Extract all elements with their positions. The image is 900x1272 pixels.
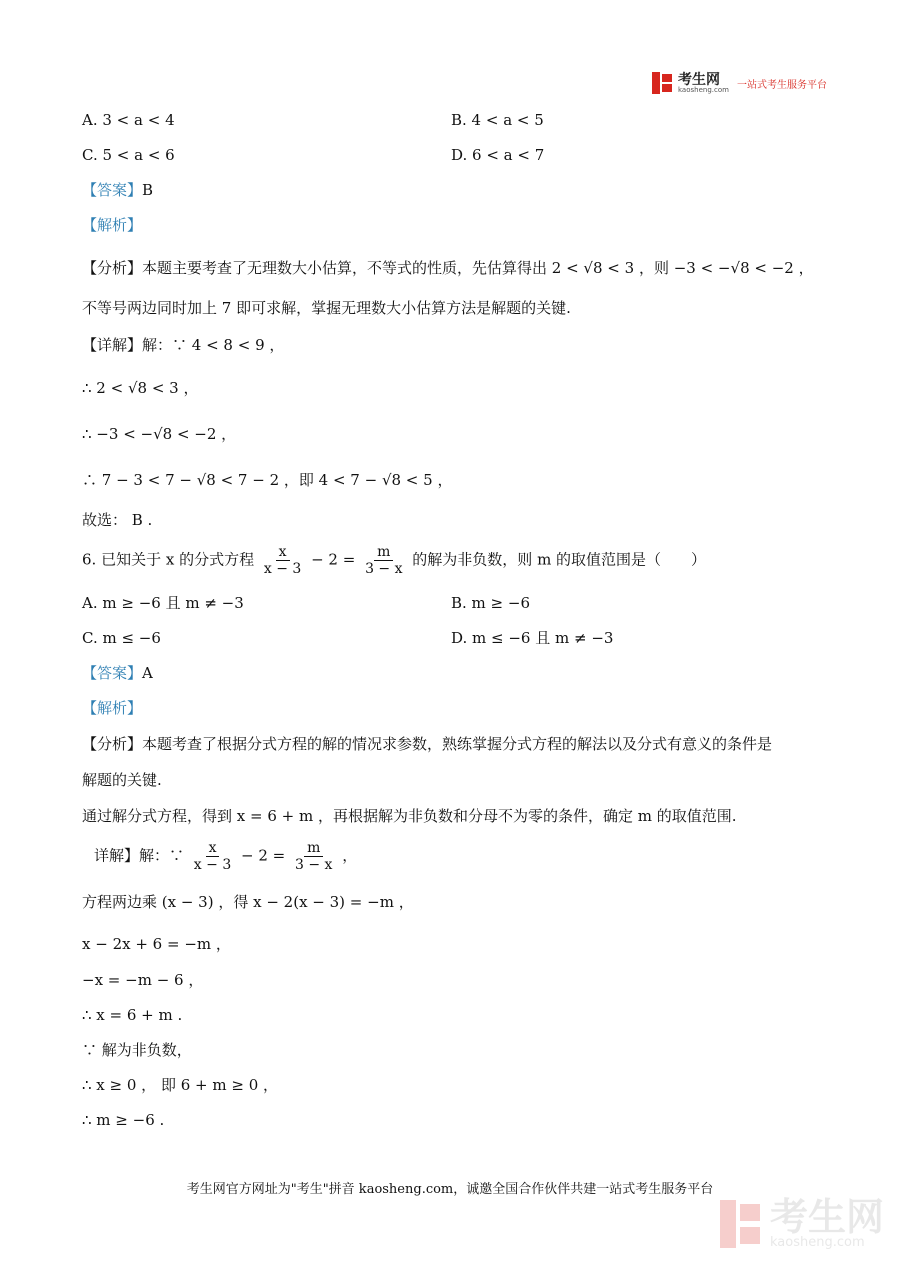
kaosheng-logo-icon <box>652 72 672 94</box>
q6-answer-line <box>82 663 153 683</box>
q5-option-b: B. 4 < a < 5 <box>451 111 544 129</box>
q5-fenxi-text-2: 不等号两边同时加上 7 即可求解，掌握无理数大小估算方法是解题的关键. <box>82 299 571 317</box>
q6-step-3: −x = −m − 6 ， <box>82 971 204 989</box>
watermark <box>720 1195 885 1250</box>
q5-answer-tag: 【答案】 <box>82 181 143 199</box>
q5-analysis-tag: 【解析】 <box>82 216 143 234</box>
kaosheng-watermark-icon <box>720 1200 760 1248</box>
q6-fenxi-tag: 【分析】 <box>82 735 143 753</box>
q5-option-c: C. 5 < a < 6 <box>82 146 175 164</box>
q6-detail-prefix: 详解】解：∵ <box>94 846 185 865</box>
q6-fraction-1 <box>261 544 304 577</box>
logo-name: 考生网 <box>678 71 720 88</box>
q6-option-a: A. m ≥ −6 且 m ≠ −3 <box>82 594 244 612</box>
q6-stem <box>82 544 706 577</box>
q5-step-3: ∴ 7 − 3 < 7 − √8 < 7 − 2 ，即 4 < 7 − √8 < 5 ， <box>82 471 453 489</box>
page-footer: 考生网官方网址为"考生"拼音 kaosheng.com，诚邀全国合作伙伴共建一站式考生服务平台 <box>186 1182 714 1197</box>
watermark-domain: kaosheng.com <box>770 1235 865 1250</box>
q6-detail-suffix: ， <box>342 846 358 865</box>
q5-fenxi-line-1 <box>82 258 814 278</box>
q6-frac2-numerator: m <box>374 544 393 561</box>
q6-detail-frac1-numerator: x <box>206 840 220 857</box>
q6-detail-frac2-numerator: m <box>304 840 323 857</box>
q5-step-2: ∴ −3 < −√8 < −2 ， <box>82 425 237 443</box>
q6-answer-tag: 【答案】 <box>82 664 143 682</box>
q6-detail-fraction-1 <box>191 840 234 873</box>
q5-detail-line <box>82 335 284 355</box>
q6-frac2-denominator: 3 − x <box>365 561 403 577</box>
q5-option-d: D. 6 < a < 7 <box>451 146 545 164</box>
q6-step-5: ∵ 解为非负数， <box>82 1041 192 1059</box>
q6-option-d: D. m ≤ −6 且 m ≠ −3 <box>451 629 614 647</box>
q6-frac1-numerator: x <box>276 544 290 561</box>
q6-fenxi-text-2: 解题的关键. <box>82 771 162 789</box>
logo-slogan: 一站式考生服务平台 <box>736 79 827 91</box>
q6-step-6: ∴ x ≥ 0 ， 即 6 + m ≥ 0 ， <box>82 1076 279 1094</box>
q5-option-a: A. 3 < a < 4 <box>82 111 175 129</box>
q5-choose: 故选： B . <box>82 511 153 529</box>
q5-answer-line <box>82 180 153 200</box>
q6-option-b: B. m ≥ −6 <box>451 594 530 612</box>
q6-fenxi-text-3: 通过解分式方程，得到 x = 6 + m ，再根据解为非负数和分母不为零的条件，确定 m 的取值范围. <box>82 807 737 825</box>
q5-detail-tag: 【详解】 <box>82 336 143 354</box>
q6-analysis-tag: 【解析】 <box>82 699 143 717</box>
header-logo <box>652 72 827 94</box>
q6-frac1-denominator: x − 3 <box>263 561 302 577</box>
q6-step-2: x − 2x + 6 = −m ， <box>82 935 231 953</box>
q6-detail-frac2-denominator: 3 − x <box>295 857 333 873</box>
q5-fenxi-tag: 【分析】 <box>82 259 143 277</box>
watermark-name: 考生网 <box>770 1195 885 1239</box>
q6-detail-frac1-denominator: x − 3 <box>193 857 232 873</box>
q5-answer: B <box>142 181 154 199</box>
q6-option-c: C. m ≤ −6 <box>82 629 161 647</box>
q6-detail-middle: − 2 = <box>241 846 286 865</box>
q6-answer: A <box>142 664 153 682</box>
q6-stem-suffix: 的解为非负数，则 m 的取值范围是（ ） <box>412 550 707 569</box>
q6-step-4: ∴ x = 6 + m . <box>82 1006 183 1024</box>
q6-stem-prefix: 6. 已知关于 x 的分式方程 <box>82 550 255 569</box>
q6-step-7: ∴ m ≥ −6 . <box>82 1111 165 1129</box>
q6-fenxi-text-1: 本题考查了根据分式方程的解的情况求参数，熟练掌握分式方程的解法以及分式有意义的条件是 <box>142 735 773 753</box>
logo-domain: kaosheng.com <box>678 85 729 94</box>
q6-detail-line <box>94 840 357 873</box>
q6-step-1: 方程两边乘 (x − 3) ，得 x − 2(x − 3) = −m ， <box>82 893 414 911</box>
q6-stem-middle: − 2 = <box>311 550 356 569</box>
q6-fenxi-line-1 <box>82 734 772 754</box>
q6-detail-fraction-2 <box>292 840 335 873</box>
q5-detail-text: 解：∵ 4 < 8 < 9 ， <box>142 336 285 354</box>
q6-fraction-2 <box>362 544 405 577</box>
q5-fenxi-text-1: 本题主要考查了无理数大小估算，不等式的性质，先估算得出 2 < √8 < 3 ，则 −3 < −√8 < −2 ， <box>142 259 814 277</box>
q5-step-1: ∴ 2 < √8 < 3 ， <box>82 379 199 397</box>
